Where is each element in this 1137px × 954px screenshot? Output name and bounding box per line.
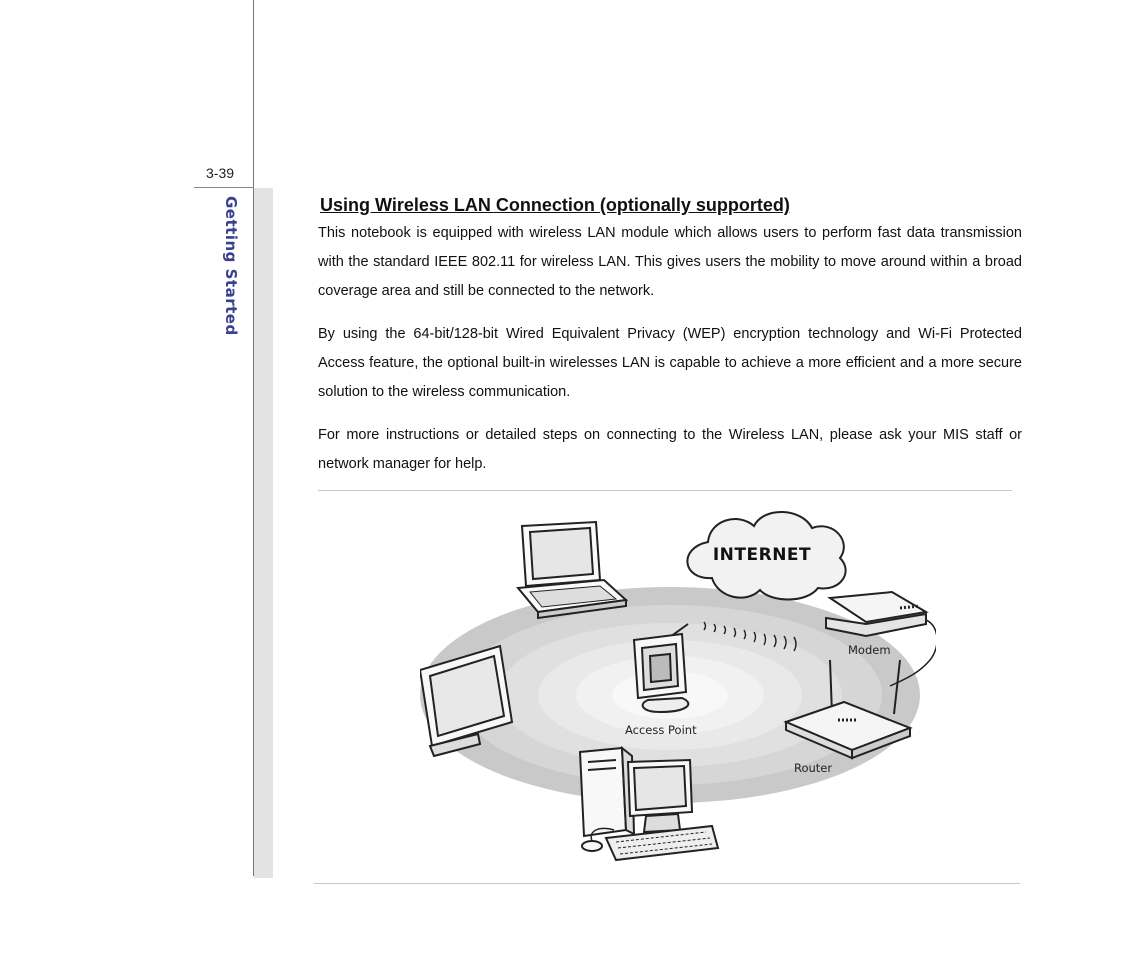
router-label: Router [794,761,833,775]
modem-label: Modem [848,643,891,657]
page-number-rule [194,187,254,188]
page-number: 3-39 [206,165,235,181]
section-label: Getting Started [222,196,240,336]
paragraph-intro: This notebook is equipped with wireless LAN module which allows users to perform fast data transmission with the standard IEEE 802.11 for wireless LAN. This gives users the mobility to move around within a broad coverage area and still be connected to the network. [318,225,1022,299]
section-heading: Using Wireless LAN Connection (optionally supported) [320,195,790,215]
paragraph-help: For more instructions or detailed steps on connecting to the Wireless LAN, please ask your MIS staff or network manager for help. [318,427,1022,472]
laptop-icon [518,522,626,618]
internet-label: INTERNET [712,545,812,565]
divider-top [318,490,1012,491]
cloud-icon [687,512,845,600]
sidebar-band [254,188,273,878]
divider-bottom [314,883,1020,884]
wireless-lan-diagram [420,500,936,864]
access-point-label: Access Point [625,723,697,737]
paragraph-security: By using the 64-bit/128-bit Wired Equivalent Privacy (WEP) encryption technology and Wi-Fi Protected Access feature, the optional built-in wirelesses LAN is capable to achieve a more efficient and a more secure solution to the wireless communication. [318,326,1022,400]
